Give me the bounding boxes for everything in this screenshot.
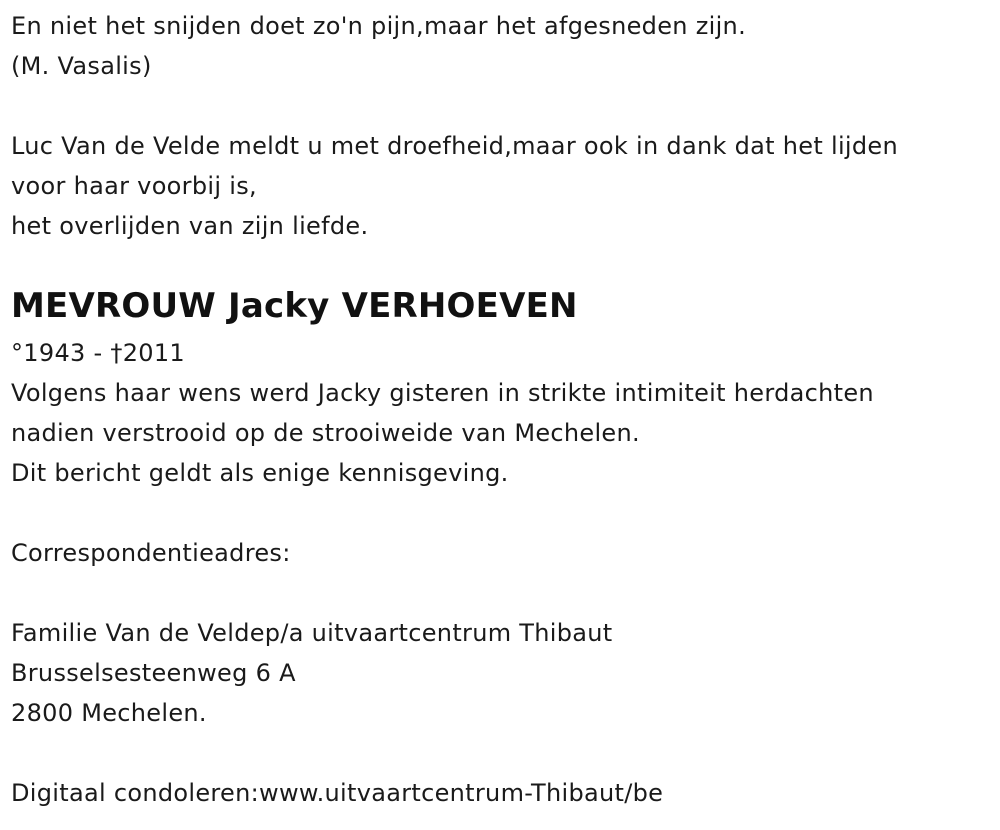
deceased-name: MEVROUW Jacky VERHOEVEN <box>11 286 578 326</box>
quote-text: En niet het snijden doet zo'n pijn,maar het afgesneden zijn. <box>11 12 746 40</box>
announcement-line-1: Luc Van de Velde meldt u met droefheid,maar ook in dank dat het lijden <box>11 132 899 160</box>
announcement-line-2: voor haar voorbij is, <box>11 172 257 200</box>
correspondence-label: Correspondentieadres: <box>11 539 291 567</box>
condolences-text: Digitaal condoleren:www.uitvaartcentrum-Thibaut/be <box>11 779 664 807</box>
address-line-1: Familie Van de Veldep/a uitvaartcentrum Thibaut <box>11 619 613 647</box>
message-line-3: Dit bericht geldt als enige kennisgeving. <box>11 459 509 487</box>
quote-author: (M. Vasalis) <box>11 52 152 80</box>
announcement-line-3: het overlijden van zijn liefde. <box>11 212 369 240</box>
address-line-2: Brusselsesteenweg 6 A <box>11 659 296 687</box>
life-dates: °1943 - †2011 <box>11 339 185 367</box>
address-line-3: 2800 Mechelen. <box>11 699 207 727</box>
message-line-1: Volgens haar wens werd Jacky gisteren in strikte intimiteit herdachten <box>11 379 874 407</box>
message-line-2: nadien verstrooid op de strooiweide van Mechelen. <box>11 419 640 447</box>
